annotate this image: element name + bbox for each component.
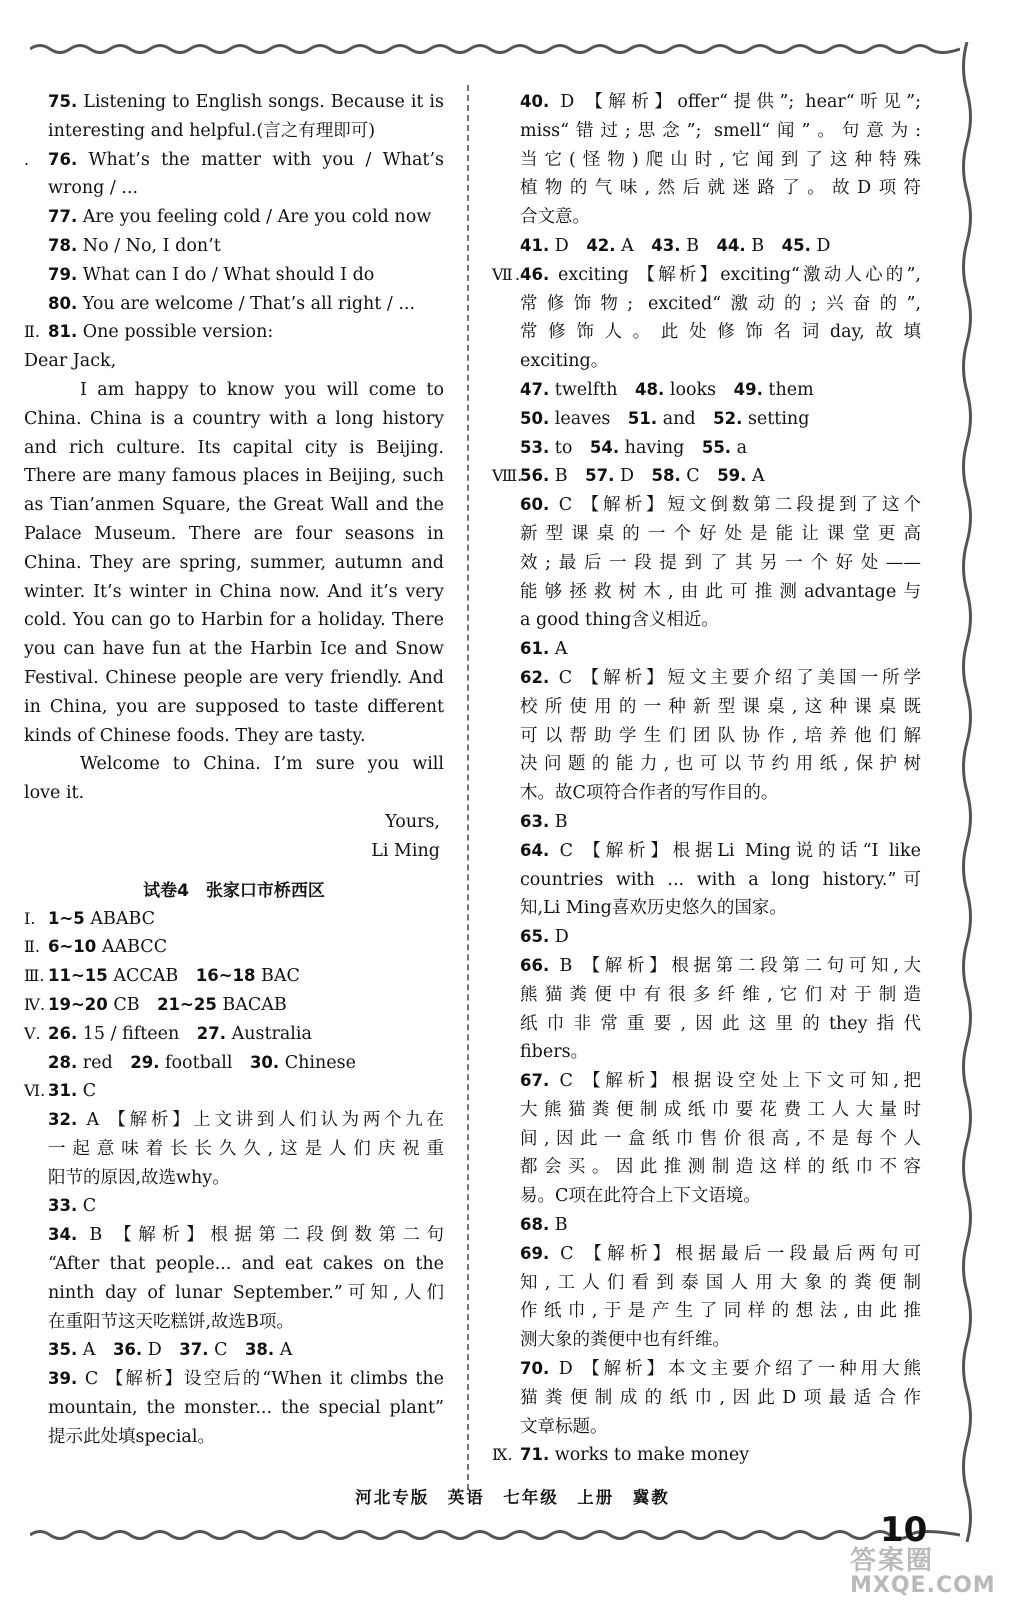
answer-text: having [619,437,702,458]
answer-line [496,1067,921,1096]
answer-text: and rich culture. Its capital city is Beijing. [24,437,444,458]
answer-line [24,376,444,405]
answer-text: countries with ... with a long history.”可 [520,869,921,890]
answer-line [496,1240,921,1269]
answer-line [496,1297,921,1326]
answer-text: D [142,1340,180,1361]
answer-text: and [657,408,714,429]
answer-line [496,664,921,693]
question-number: 51. [627,408,658,428]
roman-section-marker: Ⅱ. [24,937,40,957]
answer-text: looks [664,379,734,400]
question-number: 69. [520,1243,550,1263]
answer-line [24,491,444,520]
roman-section-marker: Ⅳ. [24,994,46,1014]
question-number: 45. [781,235,811,255]
answer-text: 能够拯救树木,由此可推测advantage与 [520,581,921,602]
answer-line [496,174,921,203]
answer-text: B [549,811,568,832]
answer-text: 提示此处填special。 [48,1426,215,1447]
answer-text: 阳节的原因,故选why。 [48,1167,230,1188]
roman-section-marker: Ⅷ. [492,466,523,486]
question-number: 63. [520,811,550,831]
answer-line [24,606,444,635]
answer-line [24,174,444,203]
answer-line [492,261,921,290]
answer-text: 一起意味着长长久久,这是人们庆祝重 [48,1138,444,1159]
answer-text: 大熊猫粪便制成纸巾要花费工人大量时 [520,1099,921,1120]
answer-text: fibers。 [520,1042,589,1063]
answer-line [496,837,921,866]
question-number: 34. [48,1225,78,1245]
question-number: 81. [48,322,78,342]
watermark-line2: MXQE.COM [850,1573,996,1598]
roman-section-marker: Ⅰ. [24,908,36,928]
answer-text: “After that people... and eat cakes on the [48,1254,444,1275]
answer-text: cold. You can go to Harbin for a holiday. There [24,610,444,631]
answer-text: China. China is a country with a long history [24,408,444,429]
answer-text: AABCC [96,937,168,958]
question-number: 40. [520,92,550,111]
question-number: 71. [520,1445,550,1465]
answer-line [24,117,444,146]
answer-line [496,1269,921,1298]
answer-line [24,1077,444,1106]
answer-text: 新型课桌的一个好处是能让课堂更高 [520,523,921,544]
answer-line [24,462,444,491]
answer-text: them [762,379,814,400]
answer-text: exciting。 [520,351,609,372]
question-number: 46. [520,264,550,284]
answer-line [24,933,444,962]
answer-line [496,434,921,463]
answer-line [496,1413,921,1442]
answer-text: 当它(怪物)爬山时,它闻到了这种特殊 [520,149,921,170]
question-number: 29. [130,1052,160,1072]
answer-text: ACCAB [107,966,196,987]
question-number: 78. [48,235,78,255]
answer-line [496,606,921,635]
answer-text: C 【解析】根据Li Ming说的话“I like [549,840,921,861]
answer-text: There are many famous places in Beijing, such [24,466,444,487]
question-number: 32. [48,1110,78,1130]
answer-text: C 【解析】短文主要介绍了美国一所学 [549,667,921,688]
answer-line [496,1384,921,1413]
answer-line [496,779,921,808]
answer-line [496,405,921,434]
answer-text: D 【解析】本文主要介绍了一种用大熊 [549,1359,921,1380]
answer-text: A [746,466,765,487]
answer-text: C [77,1196,97,1217]
question-number: 38. [244,1340,275,1360]
question-number: 11~15 [48,966,108,986]
answer-text: 15 / fifteen [77,1023,197,1044]
answer-list-top [24,88,444,866]
answer-line [492,462,921,491]
answer-text: 易。C项在此符合上下文语境。 [520,1186,761,1207]
question-number: 42. [586,235,616,255]
answer-text: winter. It’s winter in China now. And it’s very [24,581,444,602]
answer-line [24,549,444,578]
question-number: 41. [520,235,550,255]
answer-text: 植物的气味,然后就迷路了。故D项符 [520,178,921,199]
answer-line [24,1192,444,1221]
answer-line [496,1153,921,1182]
right-rope-border [958,42,976,1542]
question-number: 50. [520,408,550,428]
answer-line [496,578,921,607]
answer-line [24,1221,444,1250]
answer-text: Dear Jack, [24,351,117,372]
answer-line [24,261,444,290]
answer-line [496,318,921,347]
question-number: 49. [733,379,763,399]
answer-text: B [745,235,782,256]
answer-text: I am happy to know you will come to [80,379,444,400]
answer-text: B [549,1215,568,1236]
bottom-rope-border [30,1528,960,1542]
answer-text: as Tian’anmen Square, the Great Wall and the [24,495,444,516]
answer-line [496,952,921,981]
answer-text: football [159,1052,250,1073]
answer-line [24,635,444,664]
answer-text: 决问题的能力,也可以节约用纸,保护树 [520,754,921,775]
answer-text: CB [107,994,158,1015]
answer-line [496,635,921,664]
answer-text: 间,因此一盒纸巾售价很高,不是每个人 [520,1128,921,1149]
question-number: 33. [48,1196,78,1216]
line-prefix: . [24,149,30,169]
answer-text: C [680,466,718,487]
roman-section-marker: Ⅵ. [24,1081,46,1101]
answer-text: ninth day of lunar September.”可知,人们 [48,1282,444,1303]
column-divider [467,85,469,1490]
answer-text: love it. [24,783,85,804]
answer-line [24,405,444,434]
answer-line [24,962,444,991]
answer-text: 在重阳节这天吃糕饼,故选B项。 [48,1311,294,1332]
answer-text: interesting and helpful.(言之有理即可) [48,120,376,141]
answer-line [24,991,444,1020]
answer-text: 常修饰人。此处修饰名词day,故填 [520,322,921,343]
answer-text: D [549,927,569,948]
answer-text: 熊猫粪便中有很多纤维,它们对于制造 [520,984,921,1005]
answer-line [24,808,444,837]
answer-text: A [549,639,568,660]
answer-line [24,1308,444,1337]
answer-line [496,1211,921,1240]
question-number: 27. [196,1023,226,1043]
question-number: 61. [520,639,550,659]
answer-text: What’s the matter with you / What’s [77,149,444,170]
answer-text: 效;最后一段提到了其另一个好处—— [520,552,921,573]
answer-text: 知,工人们看到泰国人用大象的粪便制 [520,1272,921,1293]
answer-text: 可以帮助学生们团队协作,培养他们解 [520,725,921,746]
answer-text: 作纸巾,于是产生了同样的想法,由此推 [520,1301,921,1322]
answer-list-exam4 [24,905,444,1452]
answer-text: Yours, [385,811,440,832]
answer-text: 测大象的粪便中也有纤维。 [520,1330,730,1351]
question-number: 62. [520,667,550,687]
answer-line [496,981,921,1010]
answer-line [496,808,921,837]
answer-text: A [77,1340,113,1361]
answer-text: D [549,235,587,256]
answer-line [24,203,444,232]
answer-text: What can I do / What should I do [77,264,375,285]
answer-line [24,1135,444,1164]
question-number: 43. [651,235,681,255]
question-number: 57. [585,466,615,486]
answer-line [496,146,921,175]
question-number: 48. [635,379,665,399]
answer-text: wrong / ... [48,178,139,199]
answer-text: 文章标题。 [520,1416,608,1437]
answer-text: Australia [226,1023,312,1044]
answer-text: 校所使用的一种新型课桌,这种课桌既 [520,696,921,717]
answer-text: C 【解析】根据设空处上下文可知,把 [549,1071,921,1092]
top-rope-border [30,42,960,56]
answer-line [496,1182,921,1211]
answer-line [24,837,444,866]
answer-line [496,549,921,578]
answer-text: works to make money [549,1445,750,1466]
question-number: 6~10 [48,937,97,957]
question-number: 39. [48,1369,78,1389]
answer-text: miss“错过;思念”; smell“闻”。句意为: [520,120,921,141]
answer-text: Palace Museum. There are four seasons in [24,523,444,544]
question-number: 60. [520,495,550,515]
roman-section-marker: Ⅶ. [492,264,520,284]
question-number: 21~25 [157,994,217,1014]
question-number: 64. [520,840,550,860]
question-number: 35. [48,1340,78,1360]
answer-line [492,1441,921,1470]
question-number: 76. [48,149,78,169]
answer-text: leaves [549,408,628,429]
right-column [492,88,921,1470]
answer-text: Listening to English songs. Because it is [77,92,444,112]
answer-line [24,905,444,934]
answer-text: A [615,235,652,256]
answer-text: twelfth [549,379,636,400]
roman-section-marker: Ⅲ. [24,966,45,986]
answer-line [496,693,921,722]
answer-text: in China, you are supposed to taste different [24,696,444,717]
question-number: 75. [48,92,78,111]
answer-line [24,520,444,549]
answer-text: B [680,235,717,256]
answer-line [24,750,444,779]
question-number: 30. [249,1052,280,1072]
answer-line [24,693,444,722]
answer-text: setting [742,408,810,429]
answer-text: A [274,1340,293,1361]
answer-text: D [810,235,831,256]
question-number: 44. [716,235,746,255]
answer-line [496,750,921,779]
answer-text: mountain, the monster... the special plant” [48,1398,444,1419]
answer-line [24,1365,444,1394]
answer-text: 纸巾非常重要,因此这里的they指代 [520,1013,921,1034]
answer-line [496,117,921,146]
answer-line [496,894,921,923]
question-number: 56. [520,466,550,486]
question-number: 66. [520,955,550,975]
answer-line [24,578,444,607]
question-number: 58. [651,466,681,486]
answer-line [24,1336,444,1365]
section-title: 试卷4 张家口市桥西区 [143,880,325,901]
answer-line [24,318,444,347]
answer-text: B 【解析】根据第二段倒数第二句 [77,1225,444,1246]
question-number: 47. [520,379,550,399]
question-number: 77. [48,207,78,227]
answer-line [496,1125,921,1154]
answer-text: No / No, I don’t [77,235,221,256]
answer-text: you can have fun at the Harbin Ice and Snow [24,639,444,660]
answer-list-right [492,88,921,1470]
answer-text: BACAB [216,994,287,1015]
roman-section-marker: Ⅸ. [492,1445,513,1465]
question-number: 54. [589,437,620,457]
answer-text: Li Ming [371,840,440,861]
question-number: 55. [701,437,732,457]
answer-line [496,491,921,520]
answer-text: 猫粪便制成的纸巾,因此D项最适合作 [520,1387,921,1408]
answer-line [496,520,921,549]
question-number: 36. [112,1340,143,1360]
answer-text: 木。故C项符合作者的写作目的。 [520,783,779,804]
answer-text: Festival. Chinese people are very friendly. And [24,667,444,688]
answer-line [24,664,444,693]
answer-line [24,347,444,376]
question-number: 79. [48,264,78,284]
question-number: 37. [179,1340,209,1360]
answer-line [24,1423,444,1452]
answer-text: 合文意。 [520,207,590,228]
roman-section-marker: Ⅴ. [24,1023,41,1043]
answer-line [496,866,921,895]
answer-text: exciting 【解析】exciting“激动人心的”, [549,264,921,285]
answer-text: a good thing含义相近。 [520,610,719,631]
answer-text: C 【解析】根据最后一段最后两句可 [549,1243,921,1264]
question-number: 19~20 [48,994,108,1014]
answer-text: D 【解析】offer“提供”; hear“听见”; [549,92,921,112]
answer-line [24,232,444,261]
answer-line [24,1106,444,1135]
answer-text: C 【解析】设空后的“When it climbs the [77,1369,444,1390]
answer-text: BAC [255,966,300,987]
watermark [850,1540,996,1598]
answer-line [496,1096,921,1125]
answer-line [24,1394,444,1423]
answer-line [496,1010,921,1039]
question-number: 1~5 [48,908,85,928]
answer-line [496,347,921,376]
question-number: 16~18 [195,966,256,986]
answer-line [496,88,921,117]
answer-text: 知,Li Ming喜欢历史悠久的国家。 [520,898,787,919]
answer-text: kinds of Chinese foods. They are tasty. [24,725,366,746]
answer-line [496,1326,921,1355]
answer-text: B [549,466,586,487]
question-number: 53. [520,437,550,457]
question-number: 80. [48,293,78,313]
question-number: 65. [520,927,550,947]
question-number: 31. [48,1081,78,1101]
answer-text: You are welcome / That’s all right / ... [77,293,416,314]
answer-line [496,203,921,232]
answer-line [24,1164,444,1193]
question-number: 52. [713,408,743,428]
roman-section-marker: Ⅱ. [24,322,40,342]
answer-text: Welcome to China. I’m sure you will [80,754,444,775]
answer-line [24,290,444,319]
left-column [24,88,444,1452]
answer-text: One possible version: [77,322,274,343]
answer-text: 常修饰物; excited“激动的;兴奋的”, [520,293,921,314]
answer-text: Chinese [279,1052,356,1073]
answer-text: C [208,1340,245,1361]
answer-text: 都会买。因此推测制造这样的纸巾不容 [520,1157,921,1178]
answer-line [496,290,921,319]
answer-line [24,779,444,808]
question-number: 68. [520,1215,550,1235]
answer-line [496,722,921,751]
question-number: 70. [520,1359,550,1379]
answer-line [24,434,444,463]
answer-line [496,1355,921,1384]
answer-line [24,1250,444,1279]
answer-line [496,1038,921,1067]
answer-line [24,722,444,751]
answer-line [24,1049,444,1078]
page-footer: 河北专版 英语 七年级 上册 冀教 [355,1488,670,1507]
answer-text: red [77,1052,131,1073]
answer-text: A 【解析】上文讲到人们认为两个九在 [77,1110,444,1131]
question-number: 59. [717,466,747,486]
answer-text: C [77,1081,97,1102]
answer-text: ABABC [84,908,156,929]
answer-text: to [549,437,590,458]
answer-line [24,1020,444,1049]
question-number: 67. [520,1071,550,1091]
page-number: 10 [880,1510,928,1550]
answer-line [24,146,444,175]
answer-line [496,376,921,405]
answer-line [496,232,921,261]
answer-text: China. They are spring, summer, autumn and [24,552,444,573]
answer-text: C 【解析】短文倒数第二段提到了这个 [549,495,921,516]
answer-text: Are you feeling cold / Are you cold now [77,207,432,228]
answer-text: a [731,437,748,458]
question-number: 26. [48,1023,78,1043]
answer-text: B 【解析】根据第二段第二句可知,大 [549,955,921,976]
answer-text: D [614,466,652,487]
answer-line [24,1279,444,1308]
watermark-line1: 答案圈 [850,1546,935,1576]
answer-line [24,88,444,117]
answer-line [496,923,921,952]
question-number: 28. [48,1052,78,1072]
